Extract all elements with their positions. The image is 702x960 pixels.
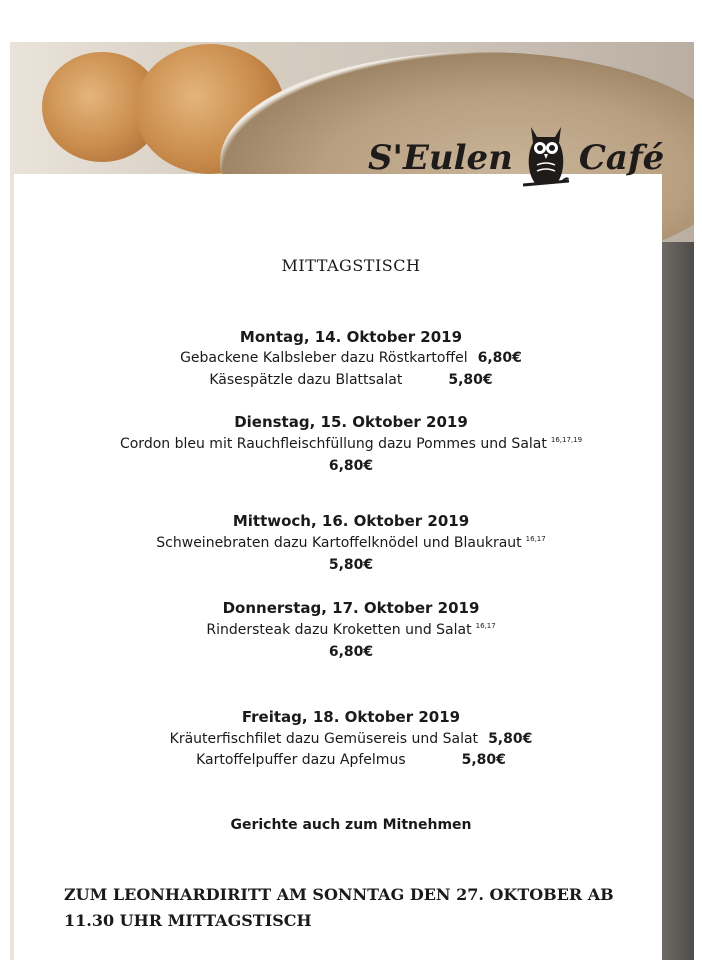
allergen-codes: 16,17: [475, 622, 496, 631]
owl-icon: [523, 121, 569, 195]
logo-text-right: Café: [578, 138, 665, 178]
dish-price: 5,80€: [461, 752, 506, 768]
takeaway-note: Gerichte auch zum Mitnehmen: [230, 817, 472, 833]
dish-name: Cordon bleu mit Rauchfleischfüllung dazu Pommes und Salat: [119, 436, 547, 452]
announcement-line: ZUM LEONHARDIRITT AM SONNTAG DEN 27. OKTOBER AB: [64, 885, 614, 904]
menu-item: [0, 350, 702, 366]
dish-price: 6,80€: [328, 458, 374, 474]
cafe-logo: [368, 118, 664, 198]
announcement-line: 11.30 UHR MITTAGSTISCH: [64, 911, 312, 930]
dish-price: 6,80€: [328, 644, 374, 660]
event-announcement: [64, 882, 624, 934]
dish-price: 5,80€: [488, 731, 533, 747]
dish-name: Kartoffelpuffer dazu Apfelmus: [196, 752, 406, 768]
dish-name: Gebackene Kalbsleber dazu Röstkartoffel: [180, 350, 468, 366]
dish-name: Käsespätzle dazu Blattsalat: [209, 372, 403, 388]
menu-item: [0, 535, 702, 551]
dish-name: Schweinebraten dazu Kartoffelknödel und Blaukraut: [156, 535, 522, 551]
day-heading-tuesday: Dienstag, 15. Oktober 2019: [234, 413, 468, 431]
allergen-codes: 16,17: [525, 535, 546, 544]
day-heading-wednesday: Mittwoch, 16. Oktober 2019: [232, 512, 470, 530]
day-heading-friday: Freitag, 18. Oktober 2019: [241, 708, 461, 726]
day-heading-thursday: Donnerstag, 17. Oktober 2019: [222, 599, 480, 617]
dish-price: 5,80€: [328, 557, 374, 573]
menu-item: [0, 752, 702, 768]
menu-title: MITTAGSTISCH: [281, 256, 421, 275]
menu-item: [0, 436, 702, 452]
dish-name: Rindersteak dazu Kroketten und Salat: [206, 622, 472, 638]
menu-item: [0, 622, 702, 638]
dish-price: 6,80€: [477, 350, 522, 366]
logo-text-left: S'Eulen: [368, 138, 513, 178]
day-heading-monday: Montag, 14. Oktober 2019: [239, 328, 463, 346]
dish-price: 5,80€: [448, 372, 493, 388]
menu-item: [0, 372, 702, 388]
dish-name: Kräuterfischfilet dazu Gemüsereis und Salat: [169, 731, 479, 747]
menu-item: [0, 731, 702, 747]
allergen-codes: 16,17,19: [550, 436, 583, 445]
